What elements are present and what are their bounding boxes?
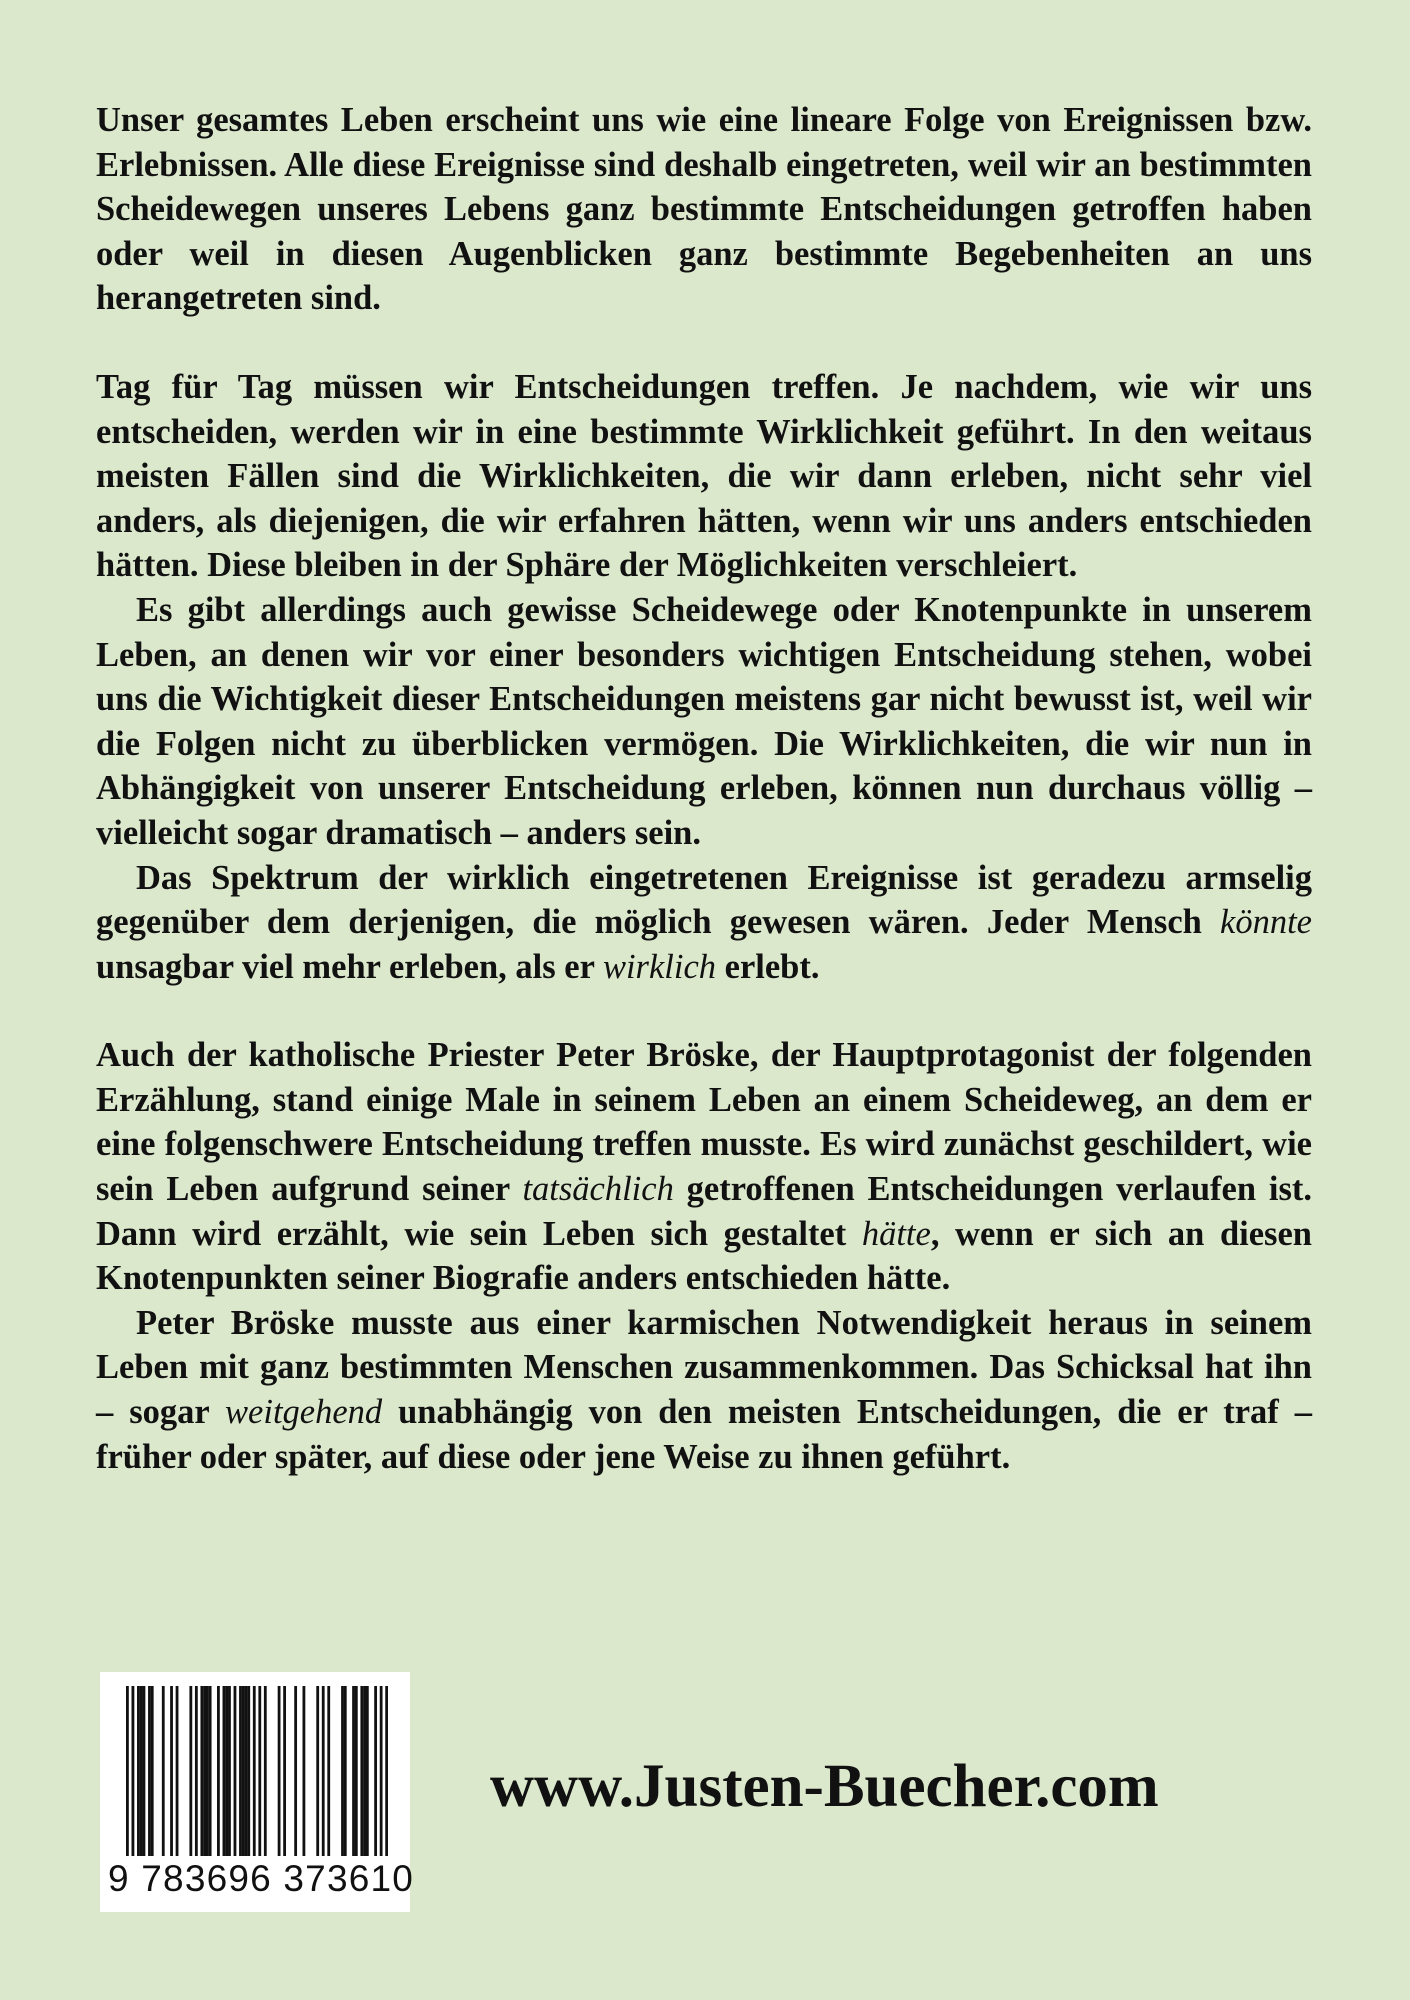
barcode-bar [327,1686,330,1856]
emphasized-text: weitgehend [225,1393,383,1432]
paragraph-text: Es gibt allerdings auch gewisse Scheidewege oder Knotenpunkte in unserem Leben, an denen wir vor einer besonders wichtigen Entscheidung stehen, wobei uns die Wichtigkeit dieser Entscheidungen meistens gar nicht bewusst ist, weil wir die Folgen nicht zu überblicken vermögen. Die Wirklichkeiten, die wir nun in Abhängigkeit von unserer Entscheidung erleben, können nun durchaus völlig – vielleicht sogar dramatisch – anders sein. [96,590,1312,852]
emphasized-text: hätte [861,1214,931,1253]
paragraph-text: erlebt. [716,947,820,986]
paragraph-text: , wenn er sich an diesen Knotenpunkten seiner Biografie anders entschieden hätte. [96,1214,1312,1298]
barcode-bar [283,1686,286,1856]
barcode-bar [363,1686,366,1856]
paragraph [96,1033,1312,1301]
barcode-bar [294,1686,297,1856]
barcode-bar [239,1686,242,1856]
barcode-bar [341,1686,344,1856]
barcode-bar [223,1686,226,1856]
isbn-number: 9 783696 373610 [108,1858,415,1899]
paragraph-text: Tag für Tag müssen wir Entscheidungen treffen. Je nachdem, wie wir uns entscheiden, werden wir in eine bestimmte Wirklichkeit geführt. In den weitaus meisten Fällen sind die Wirklichkeiten, die wir dann erleben, nicht sehr viel anders, als diejenigen, die wir erfahren hätten, wenn wir uns anders entschieden hätten. Diese bleiben in der Sphäre der Möglichkeiten verschleiert. [96,367,1312,585]
barcode-bar [203,1686,206,1856]
paragraph [96,856,1312,990]
barcode-bar [143,1686,146,1856]
barcode-bar [322,1686,325,1856]
emphasized-text: tatsächlich [522,1170,674,1209]
barcode-bar [137,1686,140,1856]
barcode-bar [132,1686,135,1856]
barcode-bar [253,1686,256,1856]
emphasized-text: könnte [1220,903,1312,942]
barcode-bar [344,1686,347,1856]
barcode-bar [200,1686,203,1856]
emphasized-text: wirklich [602,947,717,986]
barcode-bar [355,1686,358,1856]
barcode-bar [278,1686,281,1856]
paragraph-gap [96,989,1312,1033]
barcode-bar [374,1686,377,1856]
barcode-bar [151,1686,154,1856]
publisher-website: www.Justen-Buecher.com [490,1753,1159,1820]
paragraph [96,98,1312,321]
barcode-bar [264,1686,267,1856]
paragraph [96,1301,1312,1479]
barcode-bar [380,1686,383,1856]
barcode-bar [140,1686,143,1856]
paragraph-text: Auch der katholische Priester Peter Bröske, der Hauptprotagonist der folgenden Erzählung, stand einige Male in seinem Leben an einem Scheideweg, an dem er eine folgenschwere Entscheidung treffen musste. Es wird zunächst geschildert, wie sein Leben aufgrund seiner [96,1036,1312,1209]
barcode-bar [303,1686,306,1856]
barcode-bar [228,1686,231,1856]
barcode-bar [234,1686,237,1856]
paragraph [96,365,1312,588]
barcode-bar [385,1686,388,1856]
barcode-bar [316,1686,319,1856]
paragraph [96,588,1312,856]
paragraph-text: Das Spektrum der wirklich eingetretenen Ereignisse ist geradezu armselig gegenüber dem derjenigen, die möglich gewesen wären. Jeder Mensch [96,858,1312,942]
barcode-bar [360,1686,363,1856]
blurb-text [96,98,1312,1479]
barcode-bar [189,1686,192,1856]
barcode-bars [126,1686,388,1856]
paragraph-text: getroffenen Entscheidungen verlaufen ist. Dann wird erzählt, wie sein Leben sich gestaltet [96,1170,1312,1253]
paragraph-text: Peter Bröske musste aus einer karmischen Notwendigkeit heraus in seinem Leben mit ganz bestimmten Menschen zusammenkommen. Das Schicksal hat ihn – sogar [96,1303,1312,1432]
barcode-bar [352,1686,355,1856]
paragraph-text: Unser gesamtes Leben erscheint uns wie eine lineare Folge von Ereignissen bzw. Erlebnissen. Alle diese Ereignisse sind deshalb eingetreten, weil wir an bestimmten Scheidewegen unseres Lebens ganz bestimmte Entscheidungen getroffen haben oder weil in diesen Augenblicken ganz bestimmte Begebenheiten an uns herangetreten sind. [96,101,1312,318]
barcode-bar [170,1686,173,1856]
isbn-barcode [100,1672,415,1912]
barcode-bar [258,1686,261,1856]
barcode-bar [225,1686,228,1856]
paragraph-text: unabhängig von den meisten Entscheidungen, die er traf – früher oder später, auf diese oder jene Weise zu ihnen geführt. [96,1393,1312,1476]
barcode-bar [148,1686,151,1856]
barcode-bar [126,1686,129,1856]
paragraph-text: unsagbar viel mehr erleben, als er [96,947,603,986]
barcode-bar [217,1686,220,1856]
paragraph-gap [96,321,1312,365]
barcode-bar [245,1686,248,1856]
barcode-bar [162,1686,165,1856]
barcode-bar [366,1686,369,1856]
barcode-bar [195,1686,198,1856]
barcode-bar [209,1686,212,1856]
barcode-bar [176,1686,179,1856]
barcode-bar [242,1686,245,1856]
barcode-bar [247,1686,250,1856]
barcode-bar [206,1686,209,1856]
